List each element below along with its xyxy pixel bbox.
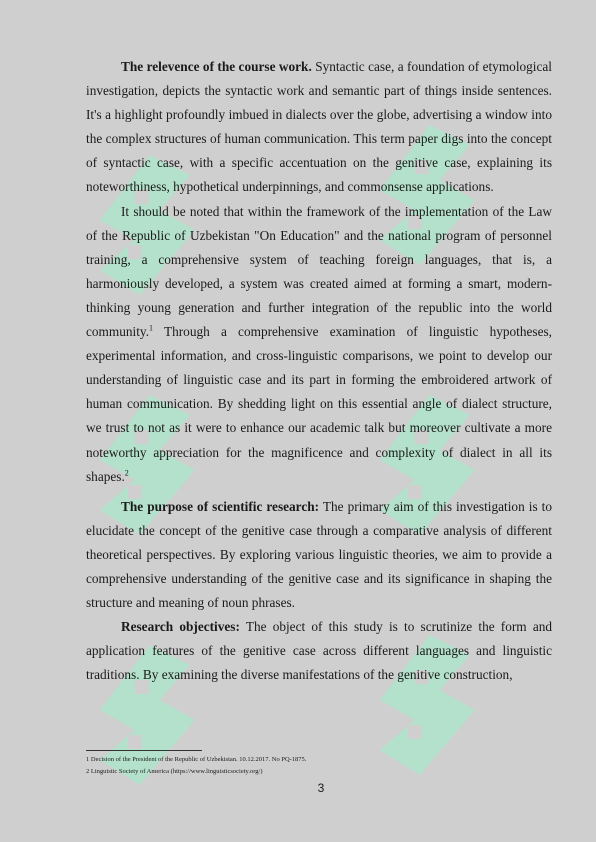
paragraph-heading: The purpose of scientific research: <box>121 498 320 514</box>
footnote-1: 1 Decision of the President of the Republic of Uzbekistan. 10.12.2017. No PQ-1875. <box>86 756 307 763</box>
paragraph-text: Through a comprehensive examination of linguistic hypotheses, experimental information, and cross-linguistic comparisons, we point to develop our understanding of linguistic case and its part in forming the embroidered artwork of human communication. By shedding light on this essential angle of dialect structure, we trust to not as it were to enhance our academic talk but moreover cultivate a more noteworthy appreciation for the magnificence and complexity of dialect in all its shapes. <box>86 324 552 484</box>
paragraph-heading: Research objectives: <box>121 619 240 635</box>
paragraph-heading: The relevence of the course work. <box>121 59 312 74</box>
footnote-ref[interactable]: 2 <box>124 468 129 478</box>
paragraph-text: Syntactic case, a foundation of etymological investigation, depicts the syntactic work and semantic part of things inside sentences. It's a highlight profoundly imbued in dialects over the globe, advertising a window into the complex structures of human communication. This term paper digs into the concept of syntactic case, with a specific accentuation on the genitive case, explaining its noteworthiness, hypothetical underpinnings, and commonsense applications. <box>86 59 552 195</box>
paragraph-text: It should be noted that within the framework of the implementation of the Law of the Republic of Uzbekistan "On Education" and the national program of personnel training, a comprehensive system of teaching foreign languages, that is, a harmoniously developed, a system was created aimed at forming a smart, modern-thinking young generation and further integration of the republic into the world community. <box>86 203 552 340</box>
paragraph-relevance <box>86 55 552 200</box>
paragraph-purpose <box>86 495 552 615</box>
footnote-separator <box>86 750 202 751</box>
footnotes <box>86 754 552 777</box>
footnote-2: 2 Linguistic Society of America (https://www.linguisticsociety.org/) <box>86 767 263 775</box>
paragraph-objectives <box>86 615 552 687</box>
page-body <box>86 55 552 687</box>
paragraph-text: The primary aim of this investigation is to elucidate the concept of the genitive case through a comparative analysis of different theoretical perspectives. By exploring various linguistic theories, we aim to provide a comprehensive understanding of the genitive case and its significance in shaping the structure and meaning of noun phrases. <box>86 498 552 611</box>
footnote-ref[interactable]: 1 <box>149 323 154 333</box>
paragraph-text: The object of this study is to scrutinize the form and application features of the genitive case across different languages and linguistic traditions. By examining the diverse manifestations of the genitive construction, <box>86 619 553 683</box>
paragraph-law <box>86 200 552 489</box>
page-number: 3 <box>317 781 325 795</box>
